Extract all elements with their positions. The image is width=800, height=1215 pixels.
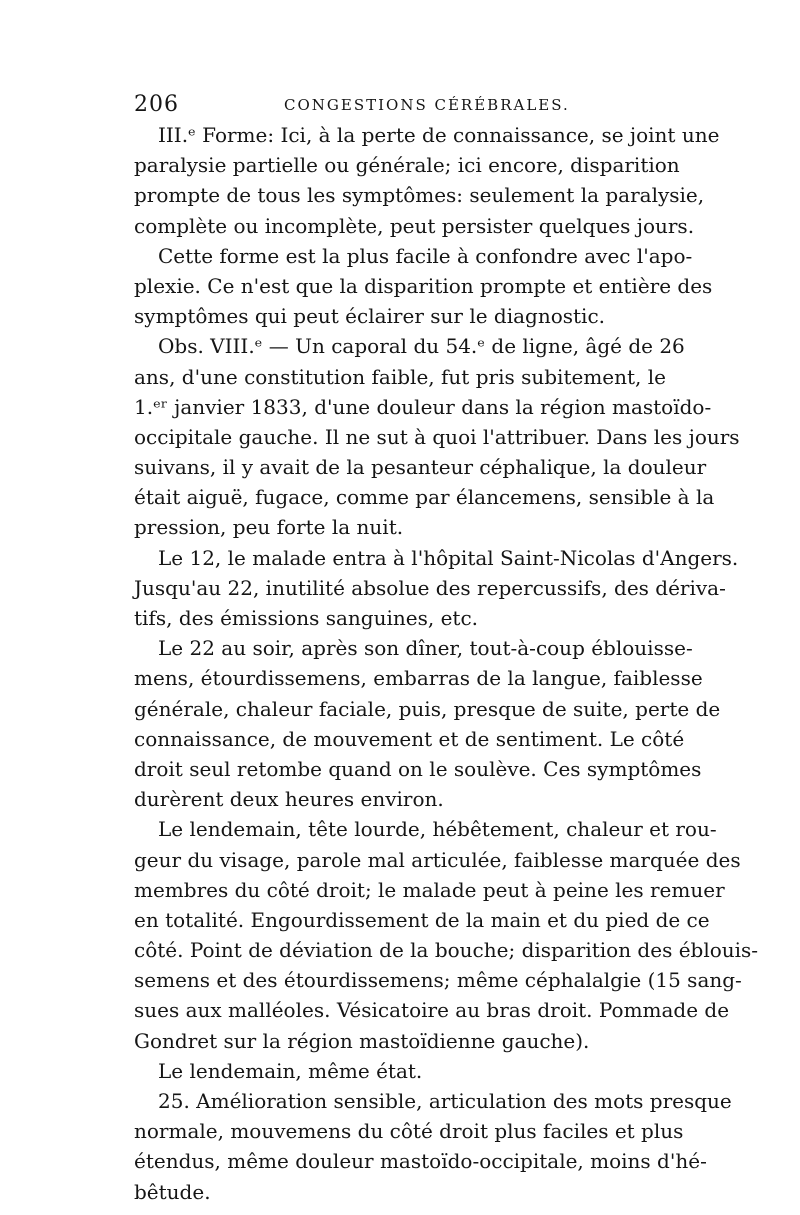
- text-line: Gondret sur la région mastoïdienne gauche).: [134, 1028, 590, 1053]
- text-line: Le lendemain, tête lourde, hébêtement, chaleur et rou-: [158, 817, 717, 842]
- text-line: droit seul retombe quand on le soulève. Ces symptômes: [134, 756, 702, 781]
- text-line: Jusqu'au 22, inutilité absolue des repercussifs, des dériva-: [134, 575, 726, 600]
- page-number: 206: [134, 92, 179, 117]
- text-line: en totalité. Engourdissement de la main et du pied de ce: [134, 907, 710, 932]
- text-line: était aiguë, fugace, comme par élancemens, sensible à la: [134, 485, 715, 510]
- page-header: [134, 92, 666, 120]
- text-line: Le 22 au soir, après son dîner, tout-à-coup éblouisse-: [158, 636, 693, 661]
- text-line: normale, mouvemens du côté droit plus faciles et plus: [134, 1119, 684, 1144]
- text-line: durèrent deux heures environ.: [134, 787, 444, 812]
- text-line: côté. Point de déviation de la bouche; disparition des éblouis-: [134, 938, 759, 963]
- text-line: générale, chaleur faciale, puis, presque de suite, perte de: [134, 696, 721, 721]
- text-line: complète ou incomplète, peut persister quelques jours.: [134, 213, 695, 238]
- text-line: plexie. Ce n'est que la disparition prompte et entière des: [134, 273, 713, 298]
- text-line: Le 12, le malade entra à l'hôpital Saint-Nicolas d'Angers.: [158, 545, 739, 570]
- text-line: Obs. VIII.ᵉ — Un caporal du 54.ᵉ de ligne, âgé de 26: [158, 334, 685, 359]
- text-line: Le lendemain, même état.: [158, 1058, 423, 1083]
- text-line: III.ᵉ Forme: Ici, à la perte de connaissance, se joint une: [158, 123, 720, 147]
- text-line: symptômes qui peut éclairer sur le diagnostic.: [134, 304, 606, 329]
- text-line: bêtude.: [134, 1179, 211, 1204]
- text-line: Cette forme est la plus facile à confondre avec l'apo-: [158, 243, 693, 268]
- text-line: suivans, il y avait de la pesanteur céphalique, la douleur: [134, 455, 707, 480]
- text-line: étendus, même douleur mastoïdo-occipitale, moins d'hé-: [134, 1149, 707, 1174]
- text-line: pression, peu forte la nuit.: [134, 515, 404, 540]
- text-line: semens et des étourdissemens; même céphalalgie (15 sang-: [134, 968, 742, 993]
- text-line: geur du visage, parole mal articulée, faiblesse marquée des: [134, 847, 741, 872]
- text-line: 1.ᵉʳ janvier 1833, d'une douleur dans la région mastoïdo-: [134, 394, 712, 419]
- body-text: [134, 120, 759, 1207]
- text-line: ans, d'une constitution faible, fut pris subitement, le: [134, 364, 666, 389]
- text-line: sues aux malléoles. Vésicatoire au bras droit. Pommade de: [134, 998, 730, 1023]
- text-line: paralysie partielle ou générale; ici encore, disparition: [134, 153, 680, 178]
- running-head: CONGESTIONS CÉRÉBRALES.: [284, 96, 570, 114]
- text-line: mens, étourdissemens, embarras de la langue, faiblesse: [134, 666, 703, 691]
- text-line: prompte de tous les symptômes: seulement la paralysie,: [134, 183, 705, 208]
- text-line: 25. Amélioration sensible, articulation des mots presque: [158, 1089, 732, 1113]
- text-line: tifs, des émissions sanguines, etc.: [134, 606, 479, 630]
- text-line: occipitale gauche. Il ne sut à quoi l'attribuer. Dans les jours: [134, 424, 740, 449]
- text-line: connaissance, de mouvement et de sentiment. Le côté: [134, 726, 685, 751]
- text-line: membres du côté droit; le malade peut à peine les remuer: [134, 877, 725, 902]
